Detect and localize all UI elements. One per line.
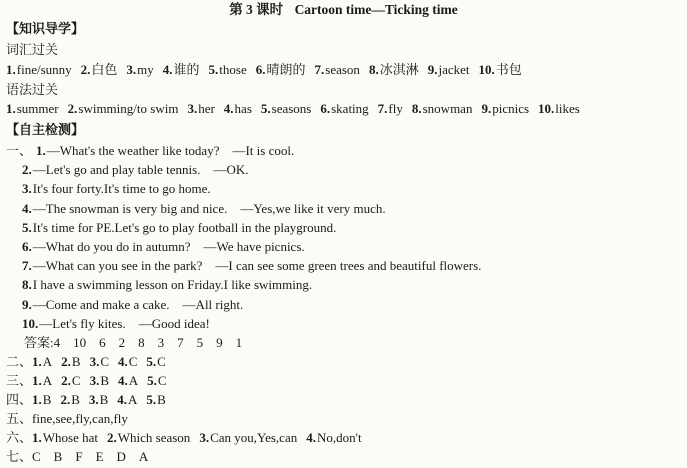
item-text: C	[128, 354, 138, 369]
item-text: swimming/to swim	[78, 101, 179, 116]
answer-item	[68, 101, 179, 116]
item-number: 1.	[6, 62, 16, 77]
answer-item	[306, 430, 361, 445]
part5-label: 五、	[6, 411, 33, 426]
answer-item	[90, 354, 109, 369]
item-number: 4.	[306, 430, 316, 445]
transcript-line	[22, 180, 681, 198]
answer-item	[126, 62, 153, 77]
item-text: picnics	[492, 101, 530, 116]
item-number: 4.	[162, 62, 173, 77]
item-number: 6.	[320, 101, 331, 116]
item-text: snowman	[422, 101, 473, 116]
item-text: 白色	[91, 62, 118, 77]
item-number: 2.	[61, 354, 71, 369]
item-number: 1.	[36, 143, 46, 158]
subsection-grammar: 语法过关	[6, 82, 59, 97]
item-number: 9.	[22, 296, 32, 312]
answer-item	[146, 392, 165, 407]
part1-label: 一、	[6, 143, 33, 158]
item-text: summer	[16, 101, 59, 116]
answer-item	[32, 354, 52, 369]
answer-item	[117, 392, 137, 407]
item-text: C	[71, 373, 81, 388]
item-text: B	[99, 392, 109, 407]
part5-answers	[6, 410, 681, 428]
item-number: 9.	[427, 62, 438, 77]
transcript-line	[22, 276, 681, 294]
item-text: Can you,Yes,can	[210, 430, 298, 445]
item-text: those	[219, 62, 247, 77]
item-number: 5.	[146, 354, 157, 369]
item-number: 8.	[368, 62, 379, 77]
item-text: her	[198, 101, 215, 116]
transcript-line	[22, 257, 681, 275]
item-text: No,don't	[316, 430, 362, 445]
item-number: 4.	[118, 354, 128, 369]
item-number: 4.	[223, 101, 234, 116]
transcript-line	[22, 200, 681, 218]
answer-item	[378, 101, 403, 116]
item-text: skating	[331, 101, 369, 116]
section-self-test: 【自主检测】	[6, 122, 85, 137]
item-text: 冰淇淋	[379, 62, 419, 77]
item-text: Which season	[117, 430, 191, 445]
answer-item	[146, 354, 165, 369]
answer-item	[6, 101, 59, 116]
answer-item	[209, 62, 247, 77]
part-label: 六、	[6, 430, 33, 445]
item-text: Whose hat	[42, 430, 98, 445]
subsection-vocabulary: 词汇过关	[6, 42, 59, 57]
item-number: 3.	[88, 392, 99, 407]
item-text: A	[42, 373, 53, 388]
item-text: B	[157, 392, 166, 407]
answer-item	[118, 354, 137, 369]
answer-item	[6, 62, 72, 77]
answer-item	[32, 430, 98, 445]
item-number: 3.	[89, 354, 100, 369]
item-number: 2.	[60, 392, 71, 407]
transcript-line	[22, 238, 681, 256]
item-text: —What do you do in autumn? —We have picnics.	[32, 239, 305, 254]
item-text: —What's the weather like today? —It is cool.	[46, 143, 295, 158]
item-text: season	[325, 62, 360, 77]
item-text: —Let's go and play table tennis. —OK.	[32, 162, 249, 178]
section-knowledge-guide: 【知识导学】	[6, 21, 85, 36]
item-number: 5.	[208, 62, 219, 77]
item-number: 5.	[146, 392, 157, 407]
item-number: 2.	[61, 373, 71, 388]
answer-item	[412, 101, 473, 116]
lesson-topic: Cartoon time—Ticking time	[294, 2, 458, 17]
item-text: 晴朗的	[266, 62, 306, 77]
item-text: fine/sunny	[16, 62, 72, 77]
item-number: 2.	[67, 101, 78, 116]
part2-answers	[6, 353, 681, 371]
answer-item	[107, 430, 190, 445]
vocabulary-answers	[6, 61, 681, 79]
answer-item	[32, 392, 51, 407]
item-text: —The snowman is very big and nice. —Yes,we like it very much.	[32, 200, 386, 216]
item-text: my	[137, 62, 154, 77]
answer-item	[60, 392, 79, 407]
part1-answer: 答案:4 10 6 2 8 3 7 5 9 1	[24, 335, 243, 350]
item-number: 2.	[107, 430, 117, 445]
part-label: 四、	[6, 392, 33, 407]
item-number: 1.	[32, 373, 42, 388]
item-text: —Come and make a cake. —All right.	[32, 296, 244, 312]
item-text: C	[100, 354, 109, 369]
item-text: seasons	[271, 101, 312, 116]
item-number: 4.	[117, 392, 128, 407]
item-text: has	[234, 101, 252, 116]
lesson-label: 第 3 课时	[229, 2, 284, 17]
item-number: 1.	[32, 354, 42, 369]
item-number: 6.	[255, 62, 266, 77]
item-number: 7.	[314, 62, 325, 77]
answer-item	[187, 101, 214, 116]
answer-item	[479, 62, 522, 77]
answer-item	[61, 373, 80, 388]
answer-item	[199, 430, 297, 445]
item-text: A	[42, 354, 53, 369]
item-number: 9.	[481, 101, 492, 116]
item-number: 3.	[187, 101, 198, 116]
item-number: 1.	[6, 101, 16, 116]
item-number: 2.	[80, 62, 91, 77]
item-number: 5.	[147, 373, 157, 388]
item-text: I have a swimming lesson on Friday.I like swimming.	[32, 277, 313, 293]
item-number: 7.	[377, 101, 388, 116]
item-number: 5.	[260, 101, 271, 116]
answer-item	[224, 101, 252, 116]
item-text: 书包	[495, 62, 522, 77]
item-text: C	[157, 373, 167, 388]
answer-item	[320, 101, 368, 116]
answer-item	[81, 62, 118, 77]
transcript-line	[36, 142, 681, 160]
part7-text: C B F E D A	[32, 449, 149, 464]
page-title	[0, 2, 687, 18]
answer-item	[89, 392, 108, 407]
part3-answers	[6, 372, 681, 390]
item-number: 4.	[118, 373, 128, 388]
answer-item	[32, 373, 52, 388]
part7-answers	[6, 448, 681, 466]
item-number: 3.	[22, 181, 32, 197]
item-number: 3.	[126, 62, 137, 77]
answer-item	[118, 373, 138, 388]
grammar-answers	[6, 100, 681, 118]
item-number: 2.	[22, 162, 32, 178]
item-number: 3.	[89, 373, 100, 388]
item-text: —What can you see in the park? —I can see some green trees and beautiful flowers.	[32, 258, 482, 274]
transcript-line	[22, 315, 681, 333]
answer-item	[163, 62, 200, 77]
item-text: B	[42, 392, 52, 407]
item-number: 1.	[32, 392, 42, 407]
answer-item	[481, 101, 529, 116]
item-text: B	[71, 354, 81, 369]
answer-item	[428, 62, 470, 77]
item-number: 5.	[22, 219, 32, 235]
item-text: C	[157, 354, 166, 369]
part4-answers	[6, 391, 681, 409]
answer-item	[256, 62, 306, 77]
item-number: 3.	[199, 430, 210, 445]
item-text: jacket	[438, 62, 470, 77]
part6-answers	[6, 429, 681, 447]
part-label: 三、	[6, 373, 33, 388]
item-text: A	[128, 392, 138, 407]
item-number: 8.	[22, 277, 32, 293]
item-text: likes	[555, 101, 580, 116]
item-text: fly	[388, 101, 403, 116]
item-text: It's time for PE.Let's go to play football in the playground.	[32, 219, 337, 235]
item-number: 6.	[22, 239, 32, 254]
transcript-line	[22, 161, 681, 179]
item-text: 谁的	[173, 62, 200, 77]
answer-item	[90, 373, 109, 388]
transcript-line	[22, 296, 681, 314]
item-text: —Let's fly kites. —Good idea!	[39, 315, 210, 331]
answer-item	[261, 101, 311, 116]
part7-label: 七、	[6, 449, 33, 464]
part-label: 二、	[6, 354, 33, 369]
answer-item	[538, 101, 580, 116]
answer-item	[315, 62, 360, 77]
item-text: A	[128, 373, 139, 388]
item-number: 10.	[22, 315, 39, 331]
item-number: 10.	[538, 101, 555, 116]
item-number: 10.	[478, 62, 495, 77]
item-text: It's four forty.It's time to go home.	[32, 181, 211, 197]
answer-item	[147, 373, 166, 388]
part5-text: fine,see,fly,can,fly	[32, 411, 128, 426]
item-number: 4.	[22, 200, 32, 216]
item-number: 8.	[411, 101, 422, 116]
answer-item	[369, 62, 419, 77]
transcript-line	[22, 219, 681, 237]
item-text: B	[100, 373, 109, 388]
item-number: 1.	[32, 430, 42, 445]
answer-item	[61, 354, 80, 369]
item-text: B	[71, 392, 80, 407]
item-number: 7.	[22, 258, 32, 274]
